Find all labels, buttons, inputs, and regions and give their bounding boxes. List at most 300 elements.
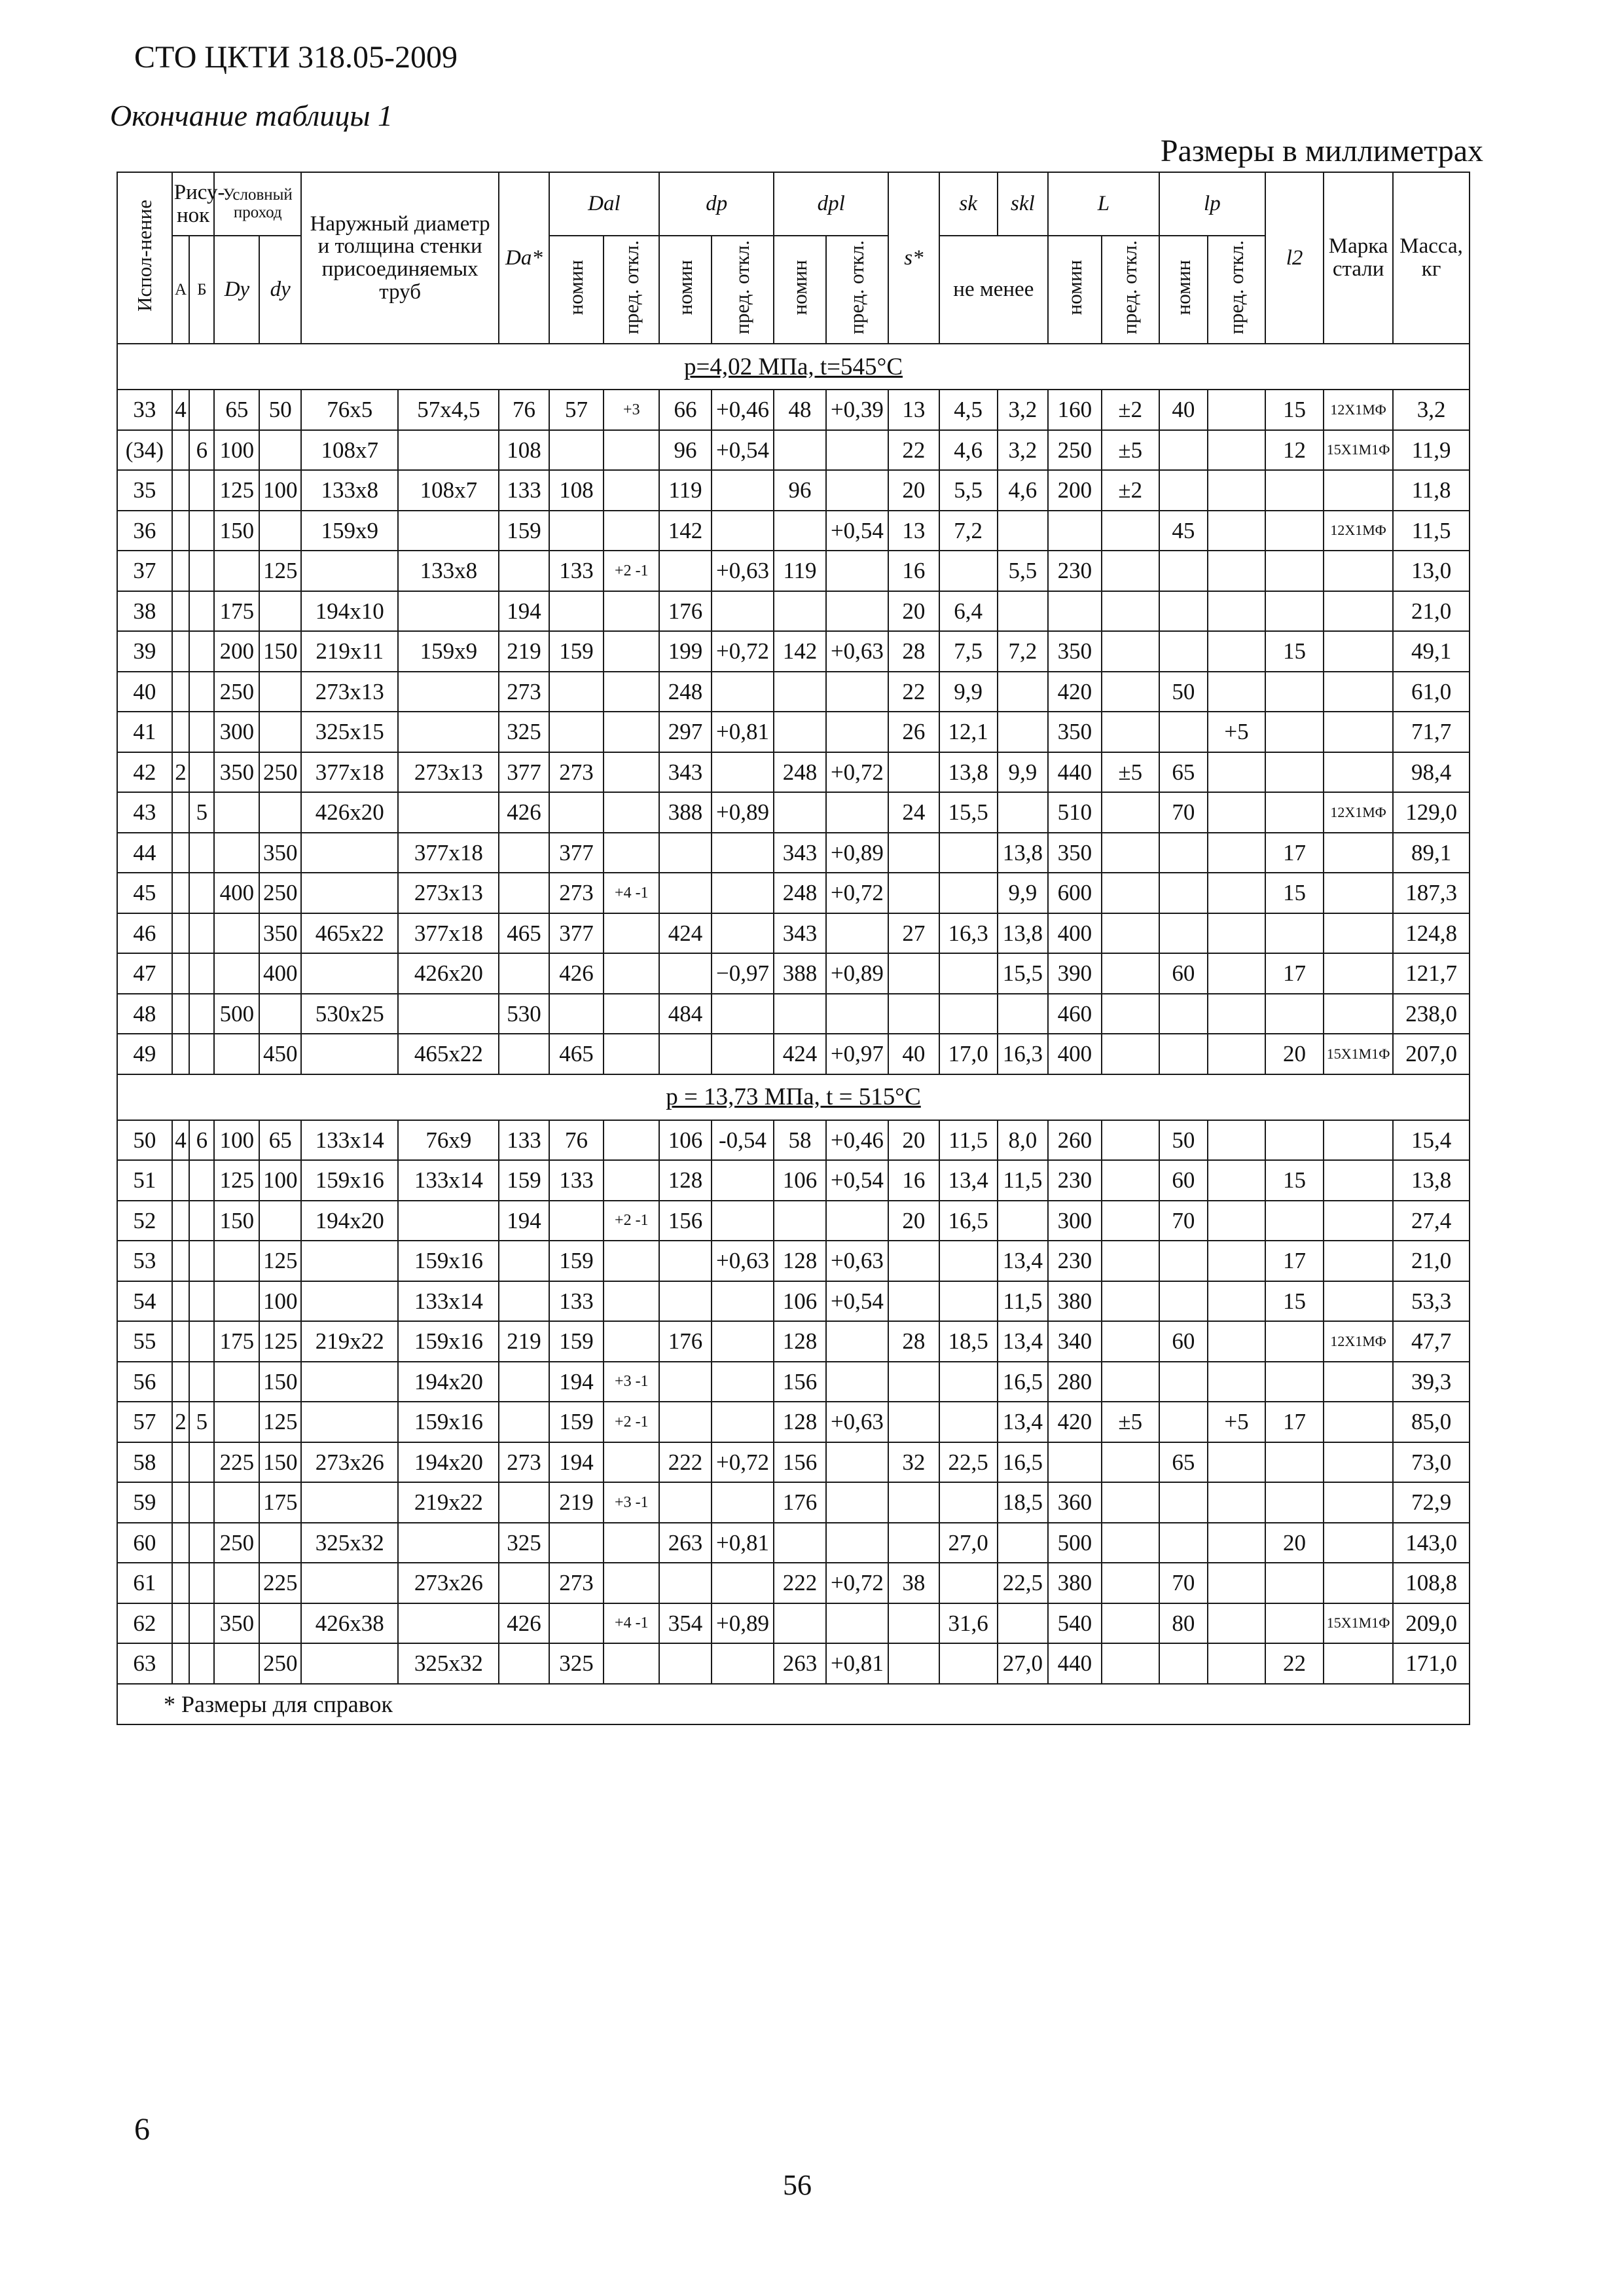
cell-dp: 263 bbox=[659, 1523, 712, 1563]
cell-lp: 60 bbox=[1159, 1160, 1208, 1201]
cell-L: 600 bbox=[1048, 873, 1102, 913]
cell-grade bbox=[1324, 1442, 1393, 1483]
cell-dpltol bbox=[826, 470, 888, 511]
cell-Ltol bbox=[1102, 994, 1159, 1034]
col-L-tol: пред. откл. bbox=[1102, 236, 1159, 344]
cell-sk bbox=[939, 953, 998, 994]
table-row bbox=[117, 551, 1470, 591]
cell-dy: 150 bbox=[259, 631, 301, 672]
col-dp: dр bbox=[659, 172, 774, 236]
cell-grade bbox=[1324, 1281, 1393, 1322]
cell-lptol bbox=[1208, 1241, 1265, 1281]
cell-s: 38 bbox=[888, 1563, 939, 1603]
cell-dpltol bbox=[826, 1482, 888, 1523]
cell-lp bbox=[1159, 1281, 1208, 1322]
cell-s: 28 bbox=[888, 631, 939, 672]
cell-dpl: 128 bbox=[774, 1241, 826, 1281]
page-number-left: 6 bbox=[134, 2112, 150, 2147]
cell-Da bbox=[499, 1482, 549, 1523]
table-row bbox=[117, 1563, 1470, 1603]
cell-dy: 400 bbox=[259, 953, 301, 994]
table-row bbox=[117, 631, 1470, 672]
cell-Dy: 300 bbox=[214, 712, 259, 752]
cell-Dal bbox=[549, 712, 604, 752]
cell-lptol bbox=[1208, 1160, 1265, 1201]
cell-sk: 31,6 bbox=[939, 1603, 998, 1644]
cell-lptol: +5 bbox=[1208, 1402, 1265, 1442]
dimensions-table-wrapper bbox=[117, 172, 1470, 1725]
cell-dpl: 96 bbox=[774, 470, 826, 511]
cell-sk bbox=[939, 551, 998, 591]
cell-grade bbox=[1324, 1160, 1393, 1201]
cell-s: 28 bbox=[888, 1321, 939, 1362]
cell-D1 bbox=[301, 1402, 398, 1442]
cell-dpl bbox=[774, 1523, 826, 1563]
cell-sk bbox=[939, 1643, 998, 1684]
cell-D2: 194x20 bbox=[398, 1362, 499, 1402]
cell-Dy bbox=[214, 1281, 259, 1322]
cell-D2 bbox=[398, 1201, 499, 1241]
cell-dpltol bbox=[826, 1442, 888, 1483]
cell-Daltol bbox=[604, 1523, 659, 1563]
cell-lp bbox=[1159, 430, 1208, 471]
cell-sk bbox=[939, 833, 998, 873]
cell-dp: 128 bbox=[659, 1160, 712, 1201]
cell-lptol bbox=[1208, 1281, 1265, 1322]
cell-a bbox=[172, 833, 190, 873]
cell-sk: 27,0 bbox=[939, 1523, 998, 1563]
cell-l2 bbox=[1265, 511, 1324, 551]
cell-Dal: 377 bbox=[549, 833, 604, 873]
cell-a: 2 bbox=[172, 752, 190, 793]
cell-D1: 530x25 bbox=[301, 994, 398, 1034]
cell-skl: 13,4 bbox=[998, 1321, 1048, 1362]
table-caption: Окончание таблицы 1 bbox=[110, 99, 393, 132]
cell-D1 bbox=[301, 873, 398, 913]
cell-D1: 76x5 bbox=[301, 390, 398, 430]
cell-grade bbox=[1324, 833, 1393, 873]
cell-sk: 7,5 bbox=[939, 631, 998, 672]
cell-dy: 350 bbox=[259, 913, 301, 954]
cell-n: 48 bbox=[117, 994, 172, 1034]
cell-Da: 159 bbox=[499, 511, 549, 551]
cell-Dal bbox=[549, 1603, 604, 1644]
cell-Daltol bbox=[604, 1281, 659, 1322]
cell-Dal: 159 bbox=[549, 1321, 604, 1362]
cell-Daltol bbox=[604, 591, 659, 632]
cell-lp bbox=[1159, 1482, 1208, 1523]
cell-Dal: 426 bbox=[549, 953, 604, 994]
cell-Da bbox=[499, 551, 549, 591]
cell-lp bbox=[1159, 551, 1208, 591]
cell-dptol: -0,54 bbox=[712, 1120, 774, 1161]
cell-a bbox=[172, 1241, 190, 1281]
cell-b bbox=[189, 712, 214, 752]
cell-Daltol: +3 -1 bbox=[604, 1362, 659, 1402]
cell-skl bbox=[998, 1201, 1048, 1241]
cell-a bbox=[172, 470, 190, 511]
cell-mass: 21,0 bbox=[1393, 591, 1470, 632]
cell-b bbox=[189, 390, 214, 430]
cell-dptol: +0,63 bbox=[712, 551, 774, 591]
cell-mass: 39,3 bbox=[1393, 1362, 1470, 1402]
cell-mass: 124,8 bbox=[1393, 913, 1470, 954]
cell-D1 bbox=[301, 1563, 398, 1603]
cell-lptol bbox=[1208, 1120, 1265, 1161]
cell-L: 380 bbox=[1048, 1563, 1102, 1603]
cell-Dal bbox=[549, 1523, 604, 1563]
cell-L: 500 bbox=[1048, 1523, 1102, 1563]
cell-b bbox=[189, 1563, 214, 1603]
cell-sk bbox=[939, 994, 998, 1034]
table-row bbox=[117, 1603, 1470, 1644]
cell-Dal: 108 bbox=[549, 470, 604, 511]
cell-Da: 273 bbox=[499, 672, 549, 712]
cell-b: 5 bbox=[189, 792, 214, 833]
cell-D2: 377x18 bbox=[398, 833, 499, 873]
table-row bbox=[117, 1201, 1470, 1241]
cell-dpltol bbox=[826, 712, 888, 752]
cell-dpl bbox=[774, 994, 826, 1034]
cell-n: 59 bbox=[117, 1482, 172, 1523]
cell-lptol bbox=[1208, 1482, 1265, 1523]
cell-Daltol bbox=[604, 511, 659, 551]
cell-s: 20 bbox=[888, 1120, 939, 1161]
cell-D1 bbox=[301, 1362, 398, 1402]
cell-skl: 18,5 bbox=[998, 1482, 1048, 1523]
cell-b bbox=[189, 1281, 214, 1322]
col-outer-diameter: Наружный диаметр и толщина стенки присоединяемых труб bbox=[301, 172, 499, 344]
cell-Dal: 273 bbox=[549, 873, 604, 913]
cell-dpl: 58 bbox=[774, 1120, 826, 1161]
cell-dptol bbox=[712, 1034, 774, 1074]
cell-Da: 325 bbox=[499, 1523, 549, 1563]
cell-dy: 450 bbox=[259, 1034, 301, 1074]
cell-lp bbox=[1159, 873, 1208, 913]
cell-b: 6 bbox=[189, 430, 214, 471]
col-dy: dу bbox=[259, 236, 301, 344]
cell-Dal: 133 bbox=[549, 1160, 604, 1201]
cell-lp bbox=[1159, 913, 1208, 954]
cell-grade bbox=[1324, 672, 1393, 712]
cell-dpltol bbox=[826, 551, 888, 591]
col-l2: l2 bbox=[1265, 172, 1324, 344]
cell-D1: 273x26 bbox=[301, 1442, 398, 1483]
cell-dpltol: +0,54 bbox=[826, 1160, 888, 1201]
cell-L: 350 bbox=[1048, 712, 1102, 752]
cell-n: (34) bbox=[117, 430, 172, 471]
cell-dy: 65 bbox=[259, 1120, 301, 1161]
cell-n: 62 bbox=[117, 1603, 172, 1644]
cell-L: 230 bbox=[1048, 1241, 1102, 1281]
cell-Ltol bbox=[1102, 1241, 1159, 1281]
cell-grade: 15Х1М1Ф bbox=[1324, 1034, 1393, 1074]
cell-dp bbox=[659, 1362, 712, 1402]
cell-dpltol: +0,89 bbox=[826, 833, 888, 873]
table-row bbox=[117, 873, 1470, 913]
cell-mass: 15,4 bbox=[1393, 1120, 1470, 1161]
cell-D2 bbox=[398, 1603, 499, 1644]
cell-mass: 11,5 bbox=[1393, 511, 1470, 551]
cell-s bbox=[888, 1523, 939, 1563]
cell-lp: 60 bbox=[1159, 1321, 1208, 1362]
cell-lp: 60 bbox=[1159, 953, 1208, 994]
cell-Dy bbox=[214, 1482, 259, 1523]
cell-Da: 377 bbox=[499, 752, 549, 793]
cell-n: 45 bbox=[117, 873, 172, 913]
col-not-less: не менее bbox=[939, 236, 1048, 344]
cell-D1 bbox=[301, 1643, 398, 1684]
cell-skl: 9,9 bbox=[998, 873, 1048, 913]
cell-dptol bbox=[712, 1281, 774, 1322]
cell-Da: 273 bbox=[499, 1442, 549, 1483]
cell-lptol: +5 bbox=[1208, 712, 1265, 752]
cell-sk: 16,3 bbox=[939, 913, 998, 954]
cell-dp bbox=[659, 953, 712, 994]
cell-dy: 100 bbox=[259, 1281, 301, 1322]
cell-s bbox=[888, 1402, 939, 1442]
cell-mass: 129,0 bbox=[1393, 792, 1470, 833]
cell-dp: 96 bbox=[659, 430, 712, 471]
cell-b bbox=[189, 1241, 214, 1281]
cell-mass: 47,7 bbox=[1393, 1321, 1470, 1362]
cell-l2: 20 bbox=[1265, 1034, 1324, 1074]
cell-dp bbox=[659, 1034, 712, 1074]
cell-skl: 7,2 bbox=[998, 631, 1048, 672]
cell-grade bbox=[1324, 551, 1393, 591]
cell-mass: 187,3 bbox=[1393, 873, 1470, 913]
cell-Dy: 200 bbox=[214, 631, 259, 672]
table-row bbox=[117, 1034, 1470, 1074]
cell-D2 bbox=[398, 672, 499, 712]
cell-dp bbox=[659, 1482, 712, 1523]
cell-dy: 250 bbox=[259, 1643, 301, 1684]
cell-lp: 50 bbox=[1159, 1120, 1208, 1161]
cell-b bbox=[189, 631, 214, 672]
cell-b bbox=[189, 1321, 214, 1362]
cell-sk: 5,5 bbox=[939, 470, 998, 511]
cell-grade: 15Х1М1Ф bbox=[1324, 1603, 1393, 1644]
cell-l2: 15 bbox=[1265, 631, 1324, 672]
cell-a bbox=[172, 1643, 190, 1684]
cell-Dy: 125 bbox=[214, 1160, 259, 1201]
cell-s bbox=[888, 833, 939, 873]
cell-dpl: 156 bbox=[774, 1442, 826, 1483]
cell-lptol bbox=[1208, 1603, 1265, 1644]
table-row bbox=[117, 1402, 1470, 1442]
col-dal: Dаl bbox=[549, 172, 660, 236]
cell-L: 400 bbox=[1048, 1034, 1102, 1074]
cell-Dal bbox=[549, 1201, 604, 1241]
cell-Dy: 400 bbox=[214, 873, 259, 913]
cell-dpl: 119 bbox=[774, 551, 826, 591]
cell-dpl: 388 bbox=[774, 953, 826, 994]
cell-mass: 85,0 bbox=[1393, 1402, 1470, 1442]
cell-L: 400 bbox=[1048, 913, 1102, 954]
cell-Ltol bbox=[1102, 1034, 1159, 1074]
cell-D2: 273x13 bbox=[398, 873, 499, 913]
cell-s: 32 bbox=[888, 1442, 939, 1483]
cell-sk bbox=[939, 1362, 998, 1402]
cell-l2: 15 bbox=[1265, 873, 1324, 913]
cell-dpl: 248 bbox=[774, 752, 826, 793]
cell-l2 bbox=[1265, 1603, 1324, 1644]
col-dpl-nom: номин bbox=[774, 236, 826, 344]
cell-lptol bbox=[1208, 1563, 1265, 1603]
cell-l2: 15 bbox=[1265, 390, 1324, 430]
cell-mass: 53,3 bbox=[1393, 1281, 1470, 1322]
cell-D2: 219x22 bbox=[398, 1482, 499, 1523]
cell-l2 bbox=[1265, 913, 1324, 954]
cell-Da bbox=[499, 1281, 549, 1322]
cell-Daltol: +4 -1 bbox=[604, 873, 659, 913]
cell-s bbox=[888, 873, 939, 913]
cell-Dal bbox=[549, 672, 604, 712]
cell-n: 37 bbox=[117, 551, 172, 591]
cell-dp: 484 bbox=[659, 994, 712, 1034]
cell-lp bbox=[1159, 631, 1208, 672]
cell-a bbox=[172, 631, 190, 672]
cell-lp: 70 bbox=[1159, 1563, 1208, 1603]
cell-b bbox=[189, 1643, 214, 1684]
cell-lptol bbox=[1208, 833, 1265, 873]
cell-l2 bbox=[1265, 1120, 1324, 1161]
cell-L: 420 bbox=[1048, 1402, 1102, 1442]
table-row bbox=[117, 752, 1470, 793]
cell-l2 bbox=[1265, 591, 1324, 632]
cell-n: 40 bbox=[117, 672, 172, 712]
cell-b bbox=[189, 1482, 214, 1523]
cell-skl: 13,8 bbox=[998, 913, 1048, 954]
cell-a bbox=[172, 672, 190, 712]
cell-l2 bbox=[1265, 1201, 1324, 1241]
cell-l2: 15 bbox=[1265, 1160, 1324, 1201]
cell-dptol bbox=[712, 591, 774, 632]
cell-a bbox=[172, 792, 190, 833]
cell-Dy bbox=[214, 1402, 259, 1442]
cell-Dal: 273 bbox=[549, 752, 604, 793]
cell-D1: 159x9 bbox=[301, 511, 398, 551]
cell-Da: 426 bbox=[499, 1603, 549, 1644]
cell-l2 bbox=[1265, 551, 1324, 591]
cell-mass: 72,9 bbox=[1393, 1482, 1470, 1523]
cell-dpl: 128 bbox=[774, 1402, 826, 1442]
cell-D1: 194x10 bbox=[301, 591, 398, 632]
cell-lp bbox=[1159, 1241, 1208, 1281]
cell-D2: 133x14 bbox=[398, 1281, 499, 1322]
cell-a bbox=[172, 1160, 190, 1201]
cell-Daltol bbox=[604, 1321, 659, 1362]
cell-b bbox=[189, 551, 214, 591]
cell-dptol: +0,81 bbox=[712, 1523, 774, 1563]
cell-D1: 426x38 bbox=[301, 1603, 398, 1644]
cell-dptol bbox=[712, 752, 774, 793]
cell-dy bbox=[259, 1523, 301, 1563]
cell-L: 250 bbox=[1048, 430, 1102, 471]
cell-dy bbox=[259, 672, 301, 712]
cell-L: 440 bbox=[1048, 1643, 1102, 1684]
cell-b bbox=[189, 833, 214, 873]
cell-D2: 108x7 bbox=[398, 470, 499, 511]
cell-D2: 159x9 bbox=[398, 631, 499, 672]
cell-lp bbox=[1159, 1402, 1208, 1442]
cell-Da: 219 bbox=[499, 1321, 549, 1362]
cell-Dy: 250 bbox=[214, 672, 259, 712]
cell-Dal bbox=[549, 511, 604, 551]
cell-sk: 4,6 bbox=[939, 430, 998, 471]
cell-Dal bbox=[549, 792, 604, 833]
cell-skl bbox=[998, 591, 1048, 632]
cell-Ltol bbox=[1102, 1643, 1159, 1684]
cell-Daltol bbox=[604, 1120, 659, 1161]
cell-skl: 16,5 bbox=[998, 1442, 1048, 1483]
cell-dpltol bbox=[826, 430, 888, 471]
cell-dp: 354 bbox=[659, 1603, 712, 1644]
cell-dptol: +0,72 bbox=[712, 1442, 774, 1483]
cell-Ltol bbox=[1102, 913, 1159, 954]
cell-dptol bbox=[712, 994, 774, 1034]
cell-dp: 222 bbox=[659, 1442, 712, 1483]
cell-n: 50 bbox=[117, 1120, 172, 1161]
cell-skl: 13,4 bbox=[998, 1402, 1048, 1442]
cell-D1: 108x7 bbox=[301, 430, 398, 471]
cell-n: 51 bbox=[117, 1160, 172, 1201]
cell-s: 16 bbox=[888, 551, 939, 591]
dimensions-table bbox=[117, 172, 1470, 1725]
cell-grade bbox=[1324, 752, 1393, 793]
cell-D2: 159x16 bbox=[398, 1402, 499, 1442]
cell-a bbox=[172, 1201, 190, 1241]
cell-mass: 3,2 bbox=[1393, 390, 1470, 430]
cell-Dy bbox=[214, 1241, 259, 1281]
cell-n: 43 bbox=[117, 792, 172, 833]
page-number: 56 bbox=[783, 2169, 812, 2201]
cell-a bbox=[172, 511, 190, 551]
cell-n: 58 bbox=[117, 1442, 172, 1483]
cell-Da bbox=[499, 1034, 549, 1074]
cell-skl: 3,2 bbox=[998, 430, 1048, 471]
cell-skl bbox=[998, 712, 1048, 752]
table-row bbox=[117, 994, 1470, 1034]
cell-lptol bbox=[1208, 953, 1265, 994]
cell-Daltol bbox=[604, 1643, 659, 1684]
cell-grade bbox=[1324, 1201, 1393, 1241]
cell-Ltol bbox=[1102, 672, 1159, 712]
cell-a bbox=[172, 994, 190, 1034]
cell-Ltol bbox=[1102, 1160, 1159, 1201]
cell-Ltol: ±5 bbox=[1102, 430, 1159, 471]
cell-skl bbox=[998, 1523, 1048, 1563]
cell-D1 bbox=[301, 1482, 398, 1523]
cell-s: 20 bbox=[888, 591, 939, 632]
cell-dp bbox=[659, 1643, 712, 1684]
section-label: р = 13,73 МПа, t = 515°С bbox=[117, 1074, 1470, 1120]
cell-lp: 40 bbox=[1159, 390, 1208, 430]
cell-Ltol bbox=[1102, 953, 1159, 994]
cell-s: 20 bbox=[888, 1201, 939, 1241]
cell-lp bbox=[1159, 1362, 1208, 1402]
cell-D1 bbox=[301, 1034, 398, 1074]
cell-skl: 22,5 bbox=[998, 1563, 1048, 1603]
cell-lp: 80 bbox=[1159, 1603, 1208, 1644]
cell-dp: 176 bbox=[659, 591, 712, 632]
cell-D1: 377x18 bbox=[301, 752, 398, 793]
cell-Dy bbox=[214, 953, 259, 994]
cell-mass: 73,0 bbox=[1393, 1442, 1470, 1483]
cell-D1: 219x22 bbox=[301, 1321, 398, 1362]
cell-Da: 426 bbox=[499, 792, 549, 833]
cell-n: 60 bbox=[117, 1523, 172, 1563]
